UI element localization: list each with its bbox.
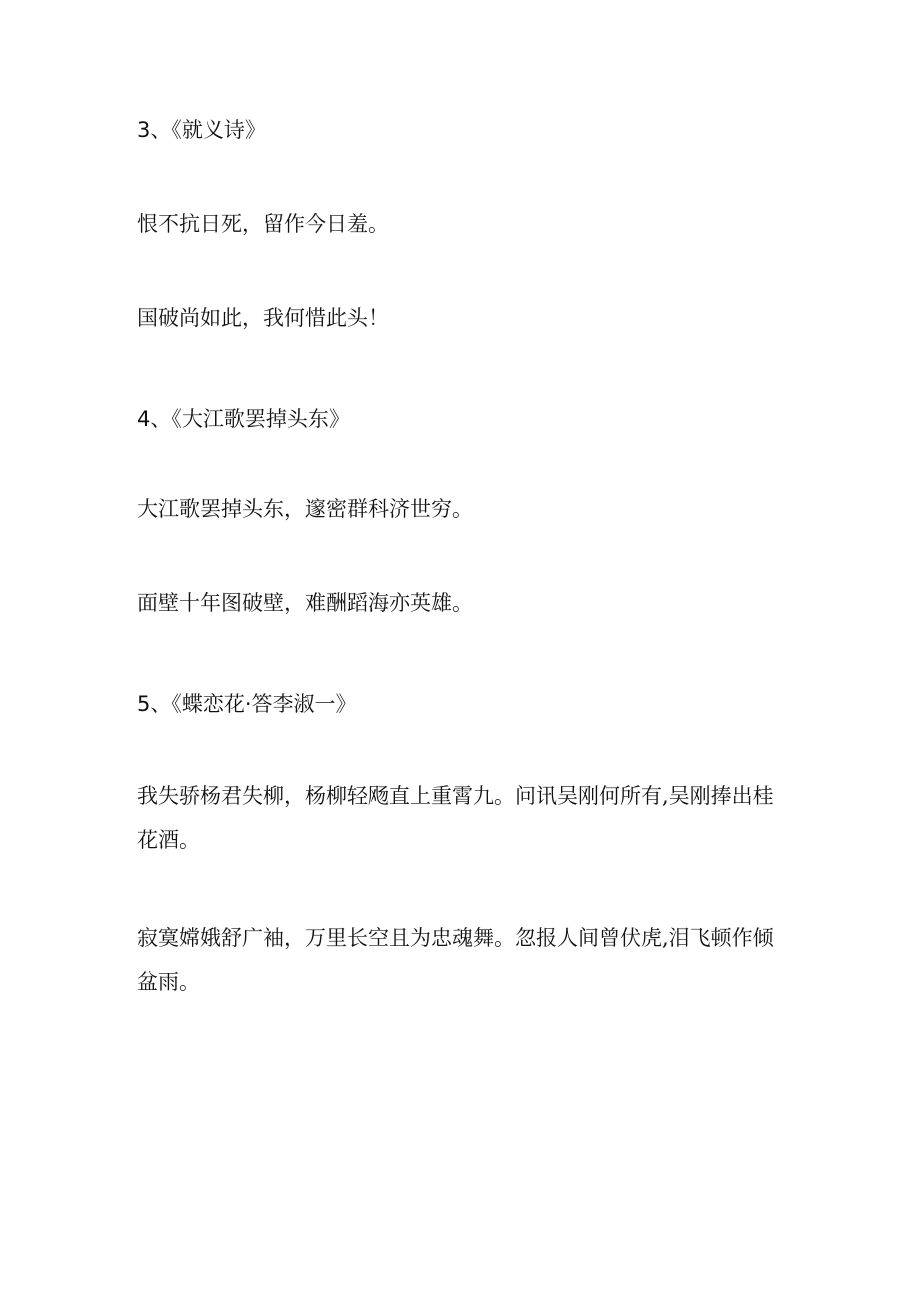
poem-line: 寂寞嫦娥舒广袖，万里长空且为忠魂舞。忽报人间曾伏虎,泪飞顿作倾盆雨。 <box>137 926 774 994</box>
poem-line: 恨不抗日死，留作今日羞。 <box>137 212 389 236</box>
poem-heading: 4、《大江歌罢掉头东》 <box>137 407 350 431</box>
poem-line: 大江歌罢掉头东，邃密群科济世穷。 <box>137 497 473 521</box>
poem-line: 面壁十年图破壁，难酬蹈海亦英雄。 <box>137 591 473 615</box>
poem-heading: 3、《就义诗》 <box>137 118 266 142</box>
poem-heading: 5、《蝶恋花·答李淑一》 <box>137 692 357 716</box>
poem-line: 我失骄杨君失柳，杨柳轻飏直上重霄九。问讯吴刚何所有,吴刚捧出桂花酒。 <box>137 784 774 852</box>
poem-line: 国破尚如此，我何惜此头！ <box>137 306 389 330</box>
